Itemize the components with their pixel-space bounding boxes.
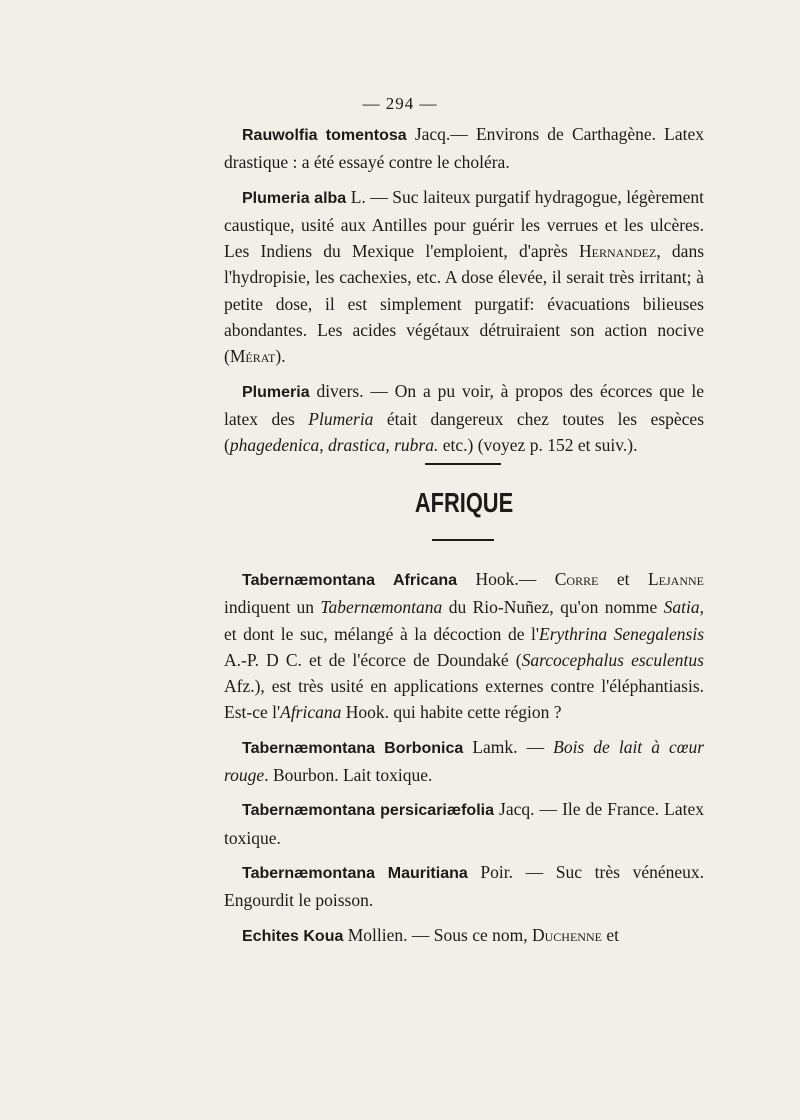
author-name: Corre — [554, 569, 599, 589]
page-number: — 294 — — [362, 94, 438, 113]
author-name: Lejanne — [647, 569, 705, 589]
entry-tabernaemontana-persicariaefolia: Tabernæmontana persicariæfolia Jacq. — Ile de France. Latex toxique. — [224, 799, 704, 848]
species-name: Plumeria alba — [242, 189, 347, 207]
entry-tabernaemontana-borbonica: Tabernæmontana Borbonica Lamk. — Bois de lait à cœur rouge. Bourbon. Lait toxique. — [224, 736, 705, 786]
entry-plumeria-alba: Plumeria alba L. — Suc laiteux purgatif hydragogue, légèrement caustique, usité aux Antilles pour guérir les verrues et les ulcères. Les Indiens du Mexique l'emploient, d'après Hernandez, dans l'hydropisie, les cachexies, etc. A dose élevée, il serait très irritant; à petite dose, il est simplement purgatif: évacuations bilieuses abondantes. Les acides végétaux détruiraient son action nocive (Mérat). — [224, 186, 705, 367]
author-name: Duchenne — [531, 924, 602, 945]
author-name: Mérat — [229, 346, 276, 367]
species-name: Tabernæmontana Mauritiana — [242, 864, 468, 882]
species-name: Echites Koua — [242, 927, 344, 945]
section-rule-bottom — [432, 539, 494, 541]
text-block-top — [224, 121, 704, 467]
species-name: Tabernæmontana Borbonica — [242, 739, 464, 757]
entry-tabernaemontana-mauritiana: Tabernæmontana Mauritiana Poir. — Suc très vénéneux. Engourdit le poisson. — [224, 861, 704, 911]
author-name: Hernandez — [579, 241, 657, 262]
entry-echites-koua: Echites Koua Mollien. — Sous ce nom, Duchenne et — [242, 924, 619, 945]
entry-rauwolfia-tomentosa: Rauwolfia tomentosa Jacq.— Environs de Carthagène. Latex drastique : a été essayé contre le choléra. — [224, 124, 704, 173]
species-name: Rauwolfia tomentosa — [242, 127, 407, 144]
text-block-bottom — [224, 566, 704, 958]
section-rule-top — [425, 463, 501, 465]
entry-plumeria-divers: Plumeria divers. — On a pu voir, à propos des écorces que le latex des Plumeria était dangereux chez toutes les espèces (phagedenica, drastica, rubra. etc.) (voyez p. 152 et suiv.). — [224, 380, 705, 456]
species-name: Plumeria — [242, 383, 310, 401]
section-heading: AFRIQUE — [414, 487, 514, 518]
entry-tabernaemontana-africana: Tabernæmontana Africana Hook.— Corre et Lejanne indiquent un Tabernæmontana du Rio-Nuñez, qu'on nomme Satia, et dont le suc, mélangé à la décoction de l'Erythrina Senegalensis A.-P. D C. et de l'écorce de Doundaké (Sarcocephalus esculentus Afz.), est très usité en applications externes contre l'éléphantiasis. Est-ce l'Africana Hook. qui habite cette région ? — [224, 569, 705, 723]
species-name: Tabernæmontana Africana — [242, 572, 458, 589]
species-name: Tabernæmontana persicariæfolia — [242, 802, 494, 820]
